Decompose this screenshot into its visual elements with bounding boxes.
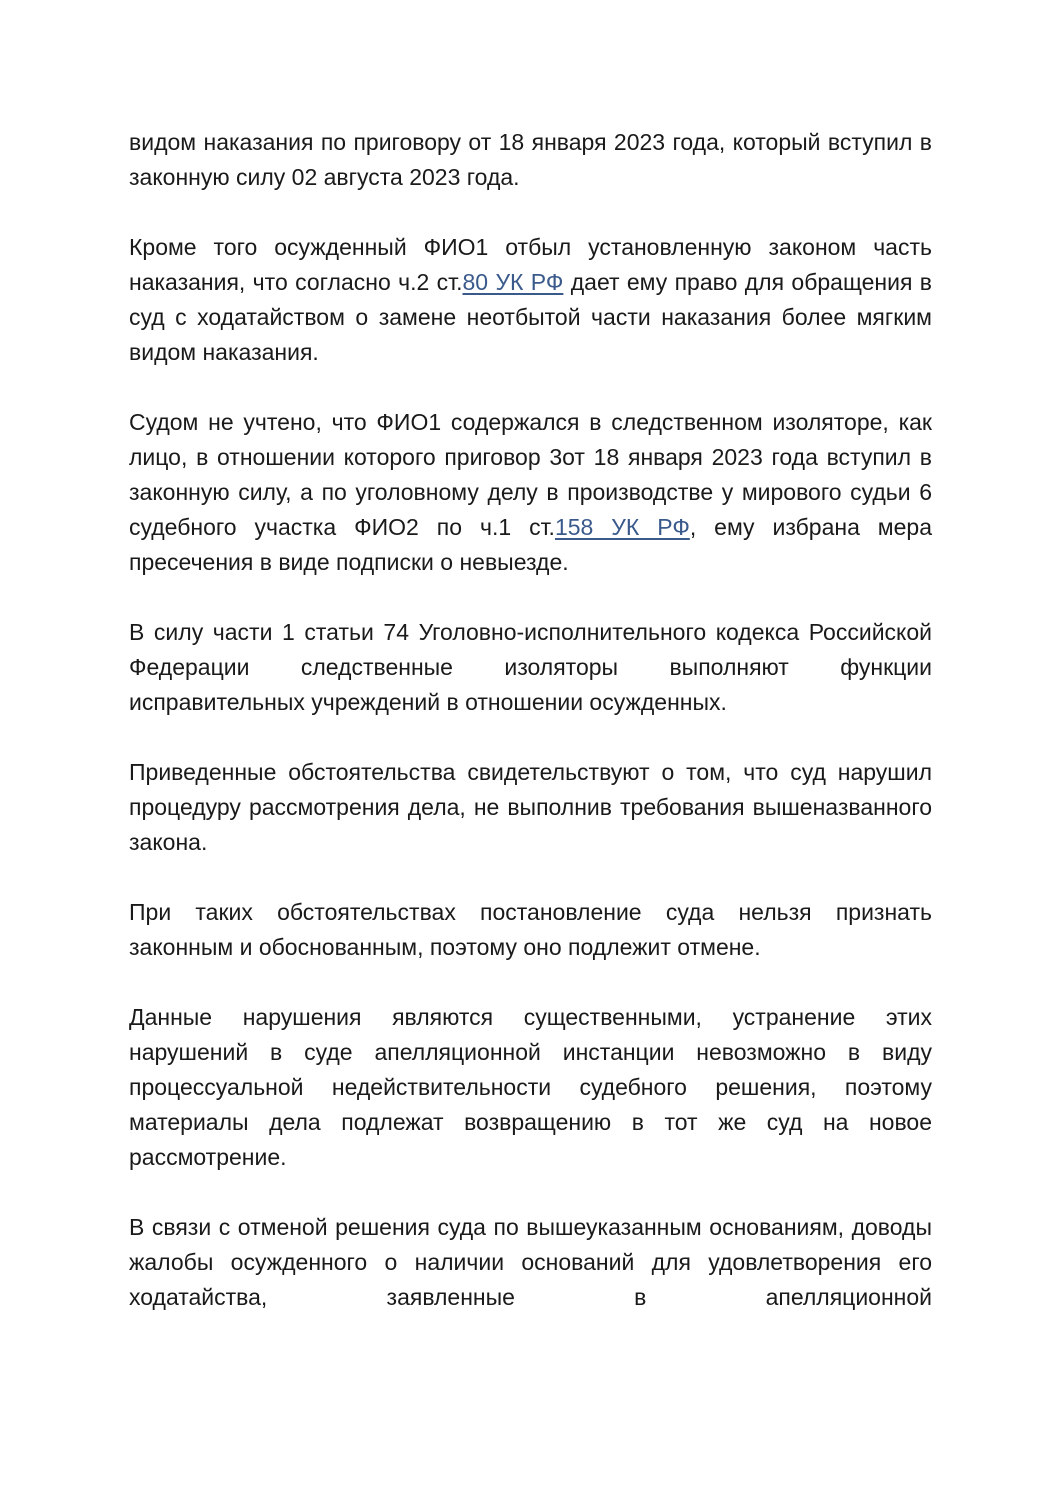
paragraph-ruling-annulled: При таких обстоятельствах постановление суда нельзя признать законным и обоснованным, поэтому оно подлежит отмене.: [129, 899, 932, 960]
paragraph-violations: Данные нарушения являются существенными, устранение этих нарушений в суде апелляционной инстанции невозможно в виду процессуальной недействительности судебного решения, поэтому материалы дела подлежат возвращению в тот же суд на новое рассмотрение.: [129, 1004, 932, 1170]
paragraph-circumstances: Приведенные обстоятельства свидетельствуют о том, что суд нарушил процедуру рассмотрения дела, не выполнив требования вышеназванного закона.: [129, 759, 932, 855]
paragraph-detention: [129, 405, 932, 580]
law-link-article-80[interactable]: 80 УК РФ: [462, 269, 564, 295]
paragraph-sentence-date: видом наказания по приговору от 18 января 2023 года, который вступил в законную силу 02 августа 2023 года.: [129, 129, 932, 190]
document-page: [129, 125, 932, 1350]
paragraph-text-end: , ему избрана мера пресечения в виде подписки о невыезде.: [129, 514, 932, 575]
paragraph-text-start: Судом не учтено, что ФИО1 содержался в следственном изоляторе, как лицо, в отношении которого приговор 3от 18 января 2023 года вступил в законную силу, а по уголовному делу в производстве у мирового судьи 6 судебного участка ФИО2 по ч.1 ст.: [129, 409, 932, 540]
paragraph-penal-code: В силу части 1 статьи 74 Уголовно-исполнительного кодекса Российской Федерации следственные изоляторы выполняют функции исправительных учреждений в отношении осужденных.: [129, 619, 932, 715]
paragraph-appeal-arguments: В связи с отменой решения суда по вышеуказанным основаниям, доводы жалобы осужденного о наличии оснований для удовлетворения его ходатайства, заявленные в апелляционной: [129, 1214, 932, 1310]
paragraph-text-start: Кроме того осужденный ФИО1 отбыл установленную законом часть наказания, что согласно ч.2 ст.: [129, 234, 932, 295]
paragraph-text-end: дает ему право для обращения в суд с ходатайством о замене неотбытой части наказания более мягким видом наказания.: [129, 269, 932, 365]
paragraph-served-part: [129, 230, 932, 370]
law-link-article-158[interactable]: 158 УК РФ: [554, 514, 690, 540]
